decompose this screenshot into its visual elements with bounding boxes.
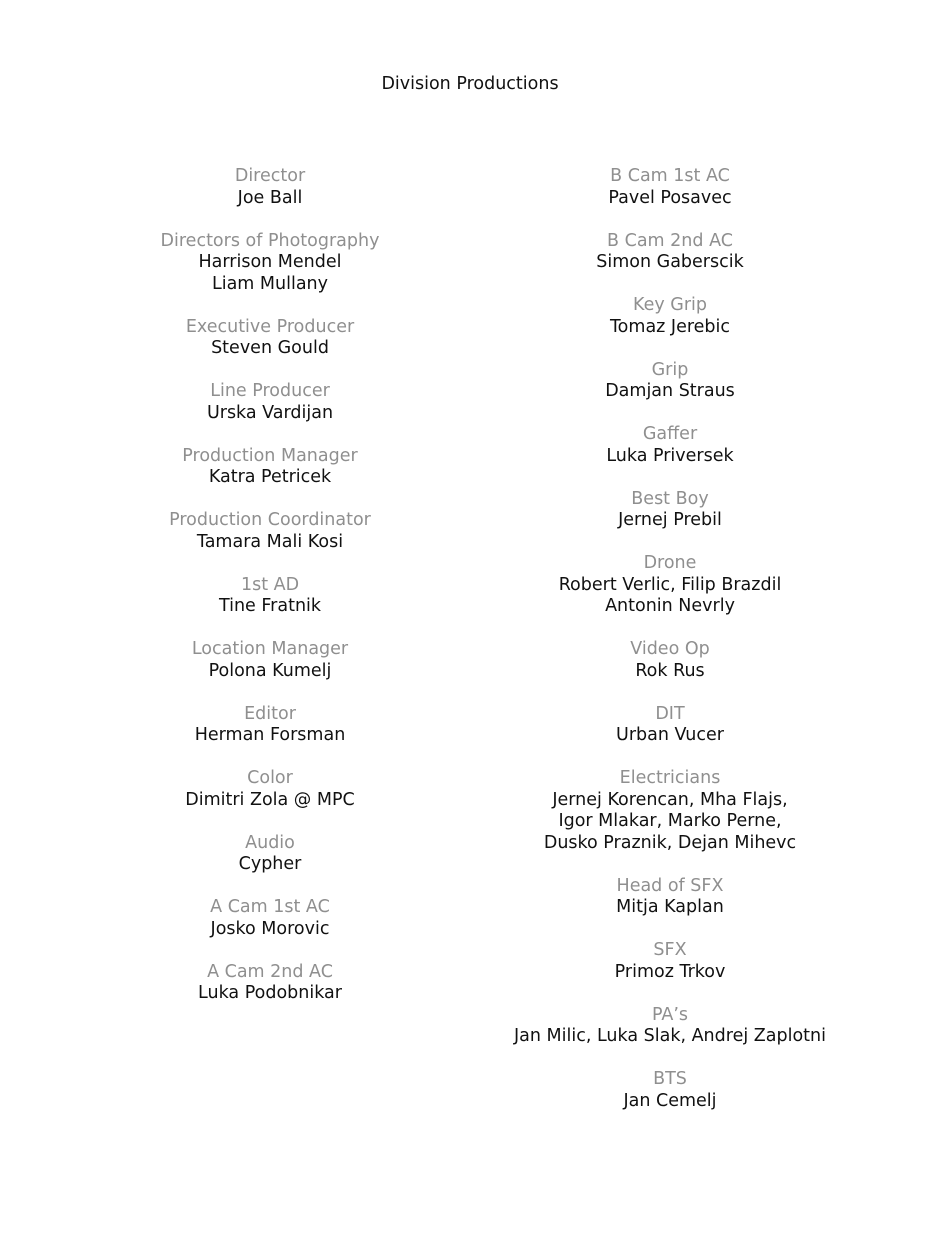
credit-entry [470, 424, 870, 467]
credit-role: B Cam 2nd AC [607, 230, 733, 251]
credit-role: Best Boy [631, 488, 709, 509]
credit-entry [70, 231, 470, 296]
credit-name: Jernej Korencan, Mha Flajs, [552, 789, 788, 810]
credit-name: Robert Verlic, Filip Brazdil [558, 574, 782, 595]
credit-role: Location Manager [191, 639, 349, 659]
page-title: Division Productions [381, 74, 559, 94]
credit-name: Dimitri Zola @ MPC [185, 789, 355, 810]
credit-entry [470, 639, 870, 682]
credit-role: Production Coordinator [169, 510, 371, 530]
credit-role: Key Grip [632, 295, 708, 315]
credit-role: Electricians [619, 768, 721, 788]
credit-name: Joe Ball [237, 187, 303, 208]
credit-role: A Cam 1st AC [210, 897, 330, 917]
credit-name: Katra Petricek [208, 467, 332, 487]
credit-name: Pavel Posavec [608, 187, 732, 208]
credit-name: Tomaz Jerebic [609, 316, 731, 337]
credit-name: Tamara Mali Kosi [196, 531, 344, 552]
credit-name: Antonin Nevrly [605, 596, 735, 616]
credit-role: Production Manager [182, 445, 358, 466]
credit-role: A Cam 2nd AC [207, 961, 333, 982]
credit-name: Harrison Mendel [198, 252, 342, 272]
credit-entry [470, 166, 870, 209]
credit-name: Herman Forsman [194, 725, 346, 745]
credit-role: Video Op [630, 639, 710, 659]
credits-column-right [470, 166, 870, 1134]
credit-name: Jan Milic, Luka Slak, Andrej Zaplotni [514, 1026, 826, 1046]
credit-role: Grip [651, 359, 689, 380]
credit-role: Gaffer [642, 424, 698, 444]
credit-role: Drone [643, 553, 697, 573]
credit-role: Color [247, 768, 293, 788]
credit-name: Cypher [238, 854, 302, 874]
credit-name: Igor Mlakar, Marko Perne, [558, 811, 782, 831]
credit-entry [70, 166, 470, 209]
credit-entry [70, 381, 470, 424]
credit-entry [470, 295, 870, 338]
credit-name: Josko Morovic [210, 918, 330, 939]
credit-role: DIT [655, 703, 685, 724]
credit-name: Simon Gaberscik [596, 252, 744, 272]
credit-role: BTS [653, 1069, 687, 1089]
credits-column-left [70, 166, 470, 1026]
credit-entry [470, 1069, 870, 1112]
credit-entry [70, 833, 470, 876]
credit-role: 1st AD [240, 574, 300, 595]
credit-role: Editor [244, 703, 296, 724]
credit-role: PA’s [651, 1004, 689, 1025]
credit-name: Rok Rus [635, 660, 705, 681]
credit-name: Damjan Straus [605, 381, 735, 401]
credit-name: Mitja Kaplan [616, 897, 724, 917]
credit-entry [470, 1005, 870, 1048]
credit-name: Jan Cemelj [623, 1090, 717, 1111]
credit-entry [70, 575, 470, 618]
credit-entry [470, 940, 870, 983]
credit-name: Luka Podobnikar [198, 983, 342, 1003]
credit-name: Jernej Prebil [618, 510, 722, 530]
credit-role: Line Producer [210, 381, 330, 401]
credit-name: Urska Vardijan [206, 402, 334, 423]
credit-role: Director [234, 166, 306, 186]
credit-entry [470, 360, 870, 403]
credit-name: Tine Fratnik [218, 596, 322, 616]
credit-role: Directors of Photography [160, 230, 380, 251]
credit-entry [470, 876, 870, 919]
credit-role: Audio [245, 832, 295, 853]
credit-role: Head of SFX [616, 875, 724, 896]
credit-name: Polona Kumelj [208, 660, 332, 681]
credit-entry [70, 897, 470, 940]
credit-entry [70, 639, 470, 682]
credit-role: Executive Producer [185, 316, 355, 337]
credit-name: Urban Vucer [616, 725, 724, 745]
credit-entry [70, 446, 470, 489]
credit-name: Dusko Praznik, Dejan Mihevc [543, 832, 797, 853]
credit-entry [70, 510, 470, 553]
credit-name: Steven Gould [211, 338, 329, 358]
credit-name: Primoz Trkov [614, 961, 726, 982]
credit-entry [470, 768, 870, 854]
credit-name: Liam Mullany [211, 273, 329, 294]
credit-entry [470, 553, 870, 618]
credit-entry [70, 768, 470, 811]
credit-entry [70, 317, 470, 360]
credit-entry [470, 489, 870, 532]
credit-role: SFX [653, 940, 687, 960]
credit-role: B Cam 1st AC [610, 166, 730, 186]
credit-entry [470, 704, 870, 747]
credit-entry [70, 962, 470, 1005]
credit-entry [70, 704, 470, 747]
credit-entry [470, 231, 870, 274]
credit-name: Luka Priversek [606, 445, 734, 466]
